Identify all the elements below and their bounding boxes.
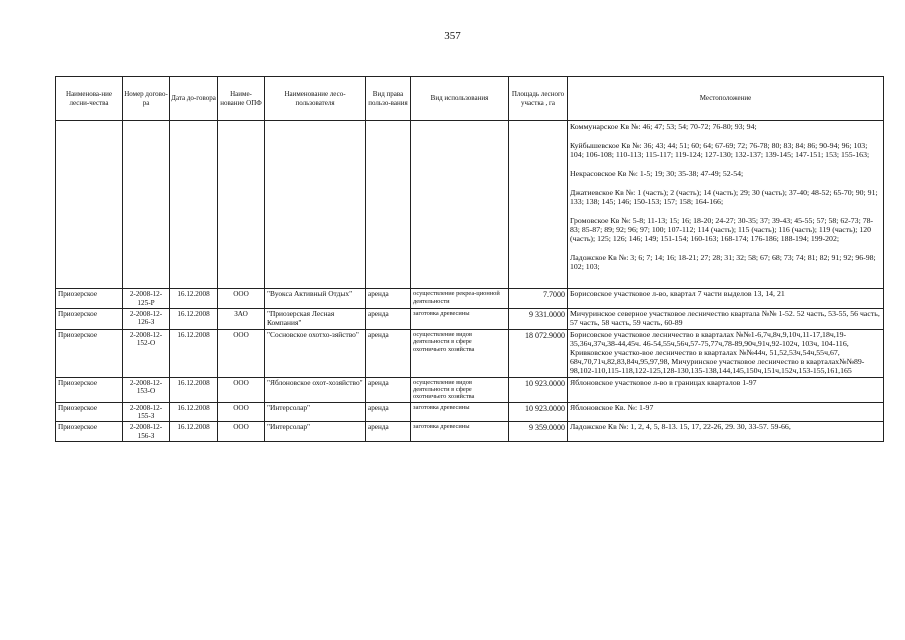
table-row: [56, 289, 884, 309]
header-row: [56, 77, 884, 121]
location-block: Джатиевское Кв №: 1 (часть); 2 (часть); 14 (часть); 29; 30 (часть); 37-40; 48-52; 65-70; 90; 91; 133; 138; 145; 146; 150-153; 157; 158; 164-166;: [570, 187, 878, 206]
contract-number-cell: 2-2008-12-152-О: [123, 329, 170, 377]
forestry-cell: Приозерское: [56, 329, 123, 377]
contract-date-cell: 16.12.2008: [170, 289, 218, 309]
contract-number-cell: 2-2008-12-126-З: [123, 309, 170, 330]
usage-type-cell: осуществление рекреа-ционной деятельности: [411, 289, 509, 309]
location-block: Коммунарское Кв №: 46; 47; 53; 54; 70-72; 76-80; 93; 94;: [570, 122, 757, 131]
location-cell: Яблоновское участковое л-во в границах кварталов 1-97: [568, 377, 884, 402]
table-row: [56, 377, 884, 402]
area-cell: 18 072.9000: [509, 329, 568, 377]
user-name-cell: "Интерсолар": [265, 422, 366, 442]
legal-form-cell: ООО: [218, 402, 265, 422]
header-contract-number: Номер догово-ра: [123, 77, 170, 121]
lease-table: [55, 76, 884, 442]
header-legal-form: Наиме-нование ОПФ: [218, 77, 265, 121]
empty-cell: [509, 121, 568, 289]
usage-type-cell: заготовка древесины: [411, 309, 509, 330]
location-cell: Мичуринское северное участковое лесничество квартала №№ 1-52. 52 часть, 53-55, 56 часть, 57 часть, 58 часть, 59 часть, 60-89: [568, 309, 884, 330]
area-cell: 9 331.0000: [509, 309, 568, 330]
header-contract-date: Дата до-говора: [170, 77, 218, 121]
empty-cell: [170, 121, 218, 289]
legal-form-cell: ООО: [218, 422, 265, 442]
legal-form-cell: ООО: [218, 377, 265, 402]
location-cell: Яблоновское Кв. №: 1-97: [568, 402, 884, 422]
user-name-cell: "Приозерская Лесная Компания": [265, 309, 366, 330]
page-number: 357: [444, 30, 461, 42]
forestry-cell: Приозерское: [56, 402, 123, 422]
forestry-cell: Приозерское: [56, 377, 123, 402]
location-block: Ладожское Кв №: 3; 6; 7; 14; 16; 18-21; 27; 28; 31; 32; 58; 67; 68; 73; 74; 81; 82; 91; 92; 96-98; 102; 103;: [570, 252, 876, 271]
contract-number-cell: 2-2008-12-155-З: [123, 402, 170, 422]
usage-type-cell: осуществление видов деятельности в сфере охотничьего хозяйства: [411, 329, 509, 377]
empty-cell: [218, 121, 265, 289]
legal-form-cell: ЗАО: [218, 309, 265, 330]
legal-form-cell: ООО: [218, 289, 265, 309]
right-type-cell: аренда: [366, 309, 411, 330]
contract-date-cell: 16.12.2008: [170, 377, 218, 402]
continuation-row: [56, 121, 884, 289]
contract-date-cell: 16.12.2008: [170, 329, 218, 377]
location-block: Куйбышевское Кв №: 36; 43; 44; 51; 60; 64; 67-69; 72; 76-78; 80; 83; 84; 86; 90-94; 96; 103; 104; 106-108; 110-113; 115-117; 119-124; 127-130; 132-137; 139-145; 147-151; 153; 155-163;: [570, 140, 870, 159]
table-row: [56, 309, 884, 330]
header-area: Площадь лесного участка , га: [509, 77, 568, 121]
location-block: Некрасовское Кв №: 1-5; 19; 30; 35-38; 47-49; 52-54;: [570, 168, 744, 178]
area-cell: 10 923.0000: [509, 377, 568, 402]
forestry-cell: Приозерское: [56, 422, 123, 442]
usage-type-cell: осуществление видов деятельности в сфере охотничьего хозяйства: [411, 377, 509, 402]
empty-cell: [265, 121, 366, 289]
right-type-cell: аренда: [366, 422, 411, 442]
contract-number-cell: 2-2008-12-153-О: [123, 377, 170, 402]
table-row: [56, 402, 884, 422]
contract-date-cell: 16.12.2008: [170, 402, 218, 422]
legal-form-cell: ООО: [218, 329, 265, 377]
contract-date-cell: 16.12.2008: [170, 309, 218, 330]
table-row: [56, 329, 884, 377]
area-cell: 7.7000: [509, 289, 568, 309]
usage-type-cell: заготовка древесины: [411, 402, 509, 422]
usage-type-cell: заготовка древесины: [411, 422, 509, 442]
user-name-cell: "Сосновское охотхо-зяйство": [265, 329, 366, 377]
forestry-cell: Приозерское: [56, 309, 123, 330]
location-cell: Ладожское Кв №: 1, 2, 4, 5, 8-13. 15, 17, 22-26, 29. 30, 33-57. 59-66,: [568, 422, 884, 442]
contract-date-cell: 16.12.2008: [170, 422, 218, 442]
location-cell: Борисовское участковое л-во, квартал 7 части выделов 13, 14, 21: [568, 289, 884, 309]
table-row: [56, 422, 884, 442]
empty-cell: [56, 121, 123, 289]
location-continuation: [568, 121, 884, 289]
empty-cell: [123, 121, 170, 289]
right-type-cell: аренда: [366, 402, 411, 422]
right-type-cell: аренда: [366, 289, 411, 309]
empty-cell: [366, 121, 411, 289]
contract-number-cell: 2-2008-12-156-З: [123, 422, 170, 442]
location-cell: Борисовское участковое лесничество в кварталах №№1-6,7ч,8ч,9,10ч,11-17,18ч,19-35,36ч,37ч,38-44,45ч. 46-54,55ч,56ч,57-75,77ч,78-89,90ч,91ч,92-102ч, 103ч, 104-116, Кривковское участко-вое лесничество в кварталах №№44ч, 51,52,53ч,54ч,55ч,67, 68ч,70,71ч,82,83,84ч,95,97,98, Мичуринское участковое лесничество в кварталах№№89-98,102-110,115-118,122-125,128-130,135-138,144,145,150ч,151ч,152ч,153-155,161,165: [568, 329, 884, 377]
area-cell: 9 359.0000: [509, 422, 568, 442]
user-name-cell: "Яблоновское охот-хозяйство": [265, 377, 366, 402]
forestry-cell: Приозерское: [56, 289, 123, 309]
user-name-cell: "Вуокса Активный Отдых": [265, 289, 366, 309]
contract-number-cell: 2-2008-12-125-Р: [123, 289, 170, 309]
right-type-cell: аренда: [366, 329, 411, 377]
header-usage-type: Вид использования: [411, 77, 509, 121]
empty-cell: [411, 121, 509, 289]
area-cell: 10 923.0000: [509, 402, 568, 422]
right-type-cell: аренда: [366, 377, 411, 402]
user-name-cell: "Интерсолар": [265, 402, 366, 422]
header-location: Местоположение: [568, 77, 884, 121]
header-right-type: Вид права пользо-вания: [366, 77, 411, 121]
header-user-name: Наименование лесо-пользователя: [265, 77, 366, 121]
location-block: Громовское Кв №: 5-8; 11-13; 15; 16; 18-20; 24-27; 30-35; 37; 39-43; 45-55; 57; 58; 62-73; 78-83; 85-87; 89; 92; 96; 97; 100; 107-112; 114 (часть); 115 (часть); 116 (часть); 119 (часть); 120 (часть); 125; 126; 146; 149; 151-154; 160-163; 168-174; 176-186; 188-194; 199-202;: [570, 215, 874, 243]
header-forestry: Наименова-ние лесни-чества: [56, 77, 123, 121]
